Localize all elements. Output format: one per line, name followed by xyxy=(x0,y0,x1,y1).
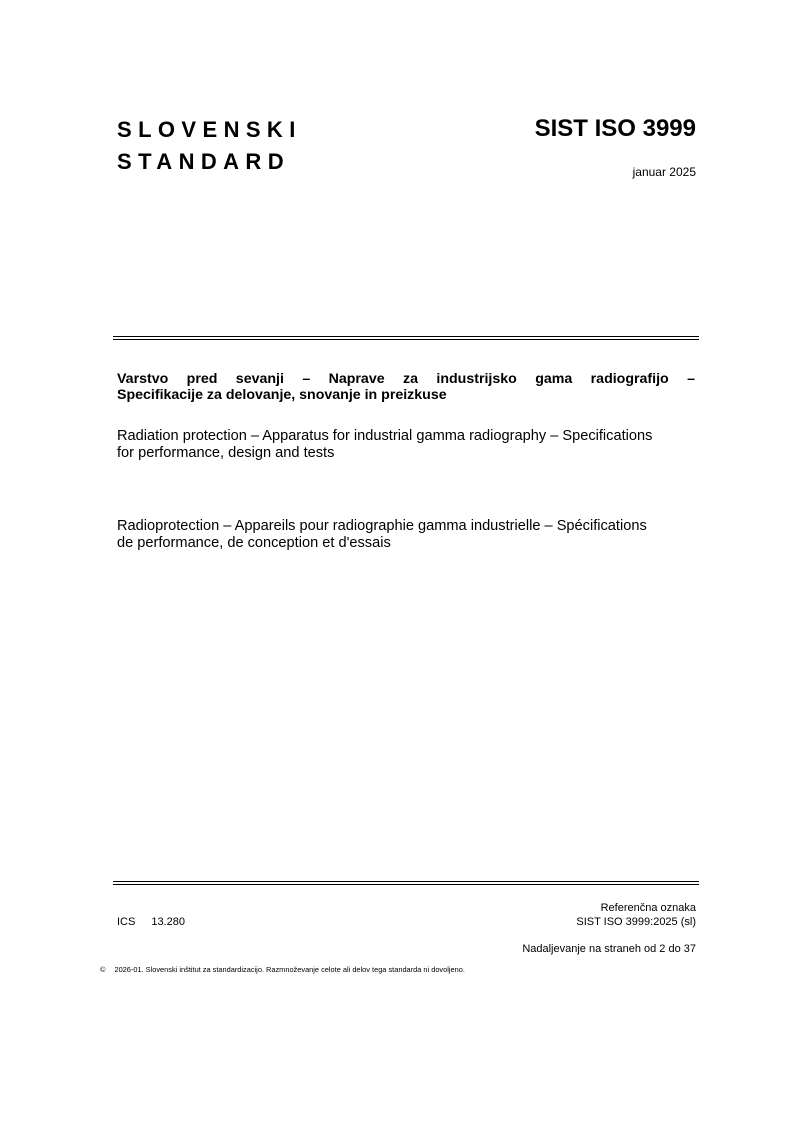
copyright-text: 2026-01. Slovenski inštitut za standardizacijo. Razmnoževanje celote ali delov tega standarda ni dovoljeno. xyxy=(114,965,465,974)
title-english xyxy=(117,428,695,462)
bottom-divider xyxy=(113,881,699,885)
reference-block xyxy=(576,901,696,929)
brand-line-1: SLOVENSKI xyxy=(117,117,302,142)
title-english-line-2: for performance, design and tests xyxy=(117,445,335,461)
title-french-line-2: de performance, de conception et d'essais xyxy=(117,535,391,551)
copyright-notice xyxy=(100,965,465,975)
publication-date: januar 2025 xyxy=(632,165,696,179)
title-french-line-1: Radioprotection – Appareils pour radiographie gamma industrielle – Spécifications xyxy=(117,518,647,534)
title-french xyxy=(117,518,695,552)
standard-code: SIST ISO 3999 xyxy=(534,115,696,142)
copyright-icon: © xyxy=(100,965,106,974)
title-english-line-1: Radiation protection – Apparatus for industrial gamma radiography – Specifications xyxy=(117,428,653,444)
page-continuation: Nadaljevanje na straneh od 2 do 37 xyxy=(522,943,696,955)
ics-block xyxy=(117,915,185,929)
ics-label: ICS xyxy=(117,916,136,928)
reference-label: Referenčna oznaka xyxy=(600,902,696,914)
reference-value: SIST ISO 3999:2025 (sl) xyxy=(576,916,696,928)
title-slovenian-line-2: Specifikacije za delovanje, snovanje in preizkuse xyxy=(117,387,447,403)
ics-code: 13.280 xyxy=(151,916,185,928)
title-slovenian xyxy=(117,371,695,403)
top-divider xyxy=(113,336,699,340)
title-slovenian-line-1: Varstvo pred sevanji – Naprave za industrijsko gama radiografijo – xyxy=(117,371,695,387)
brand-line-2: STANDARD xyxy=(117,149,291,174)
